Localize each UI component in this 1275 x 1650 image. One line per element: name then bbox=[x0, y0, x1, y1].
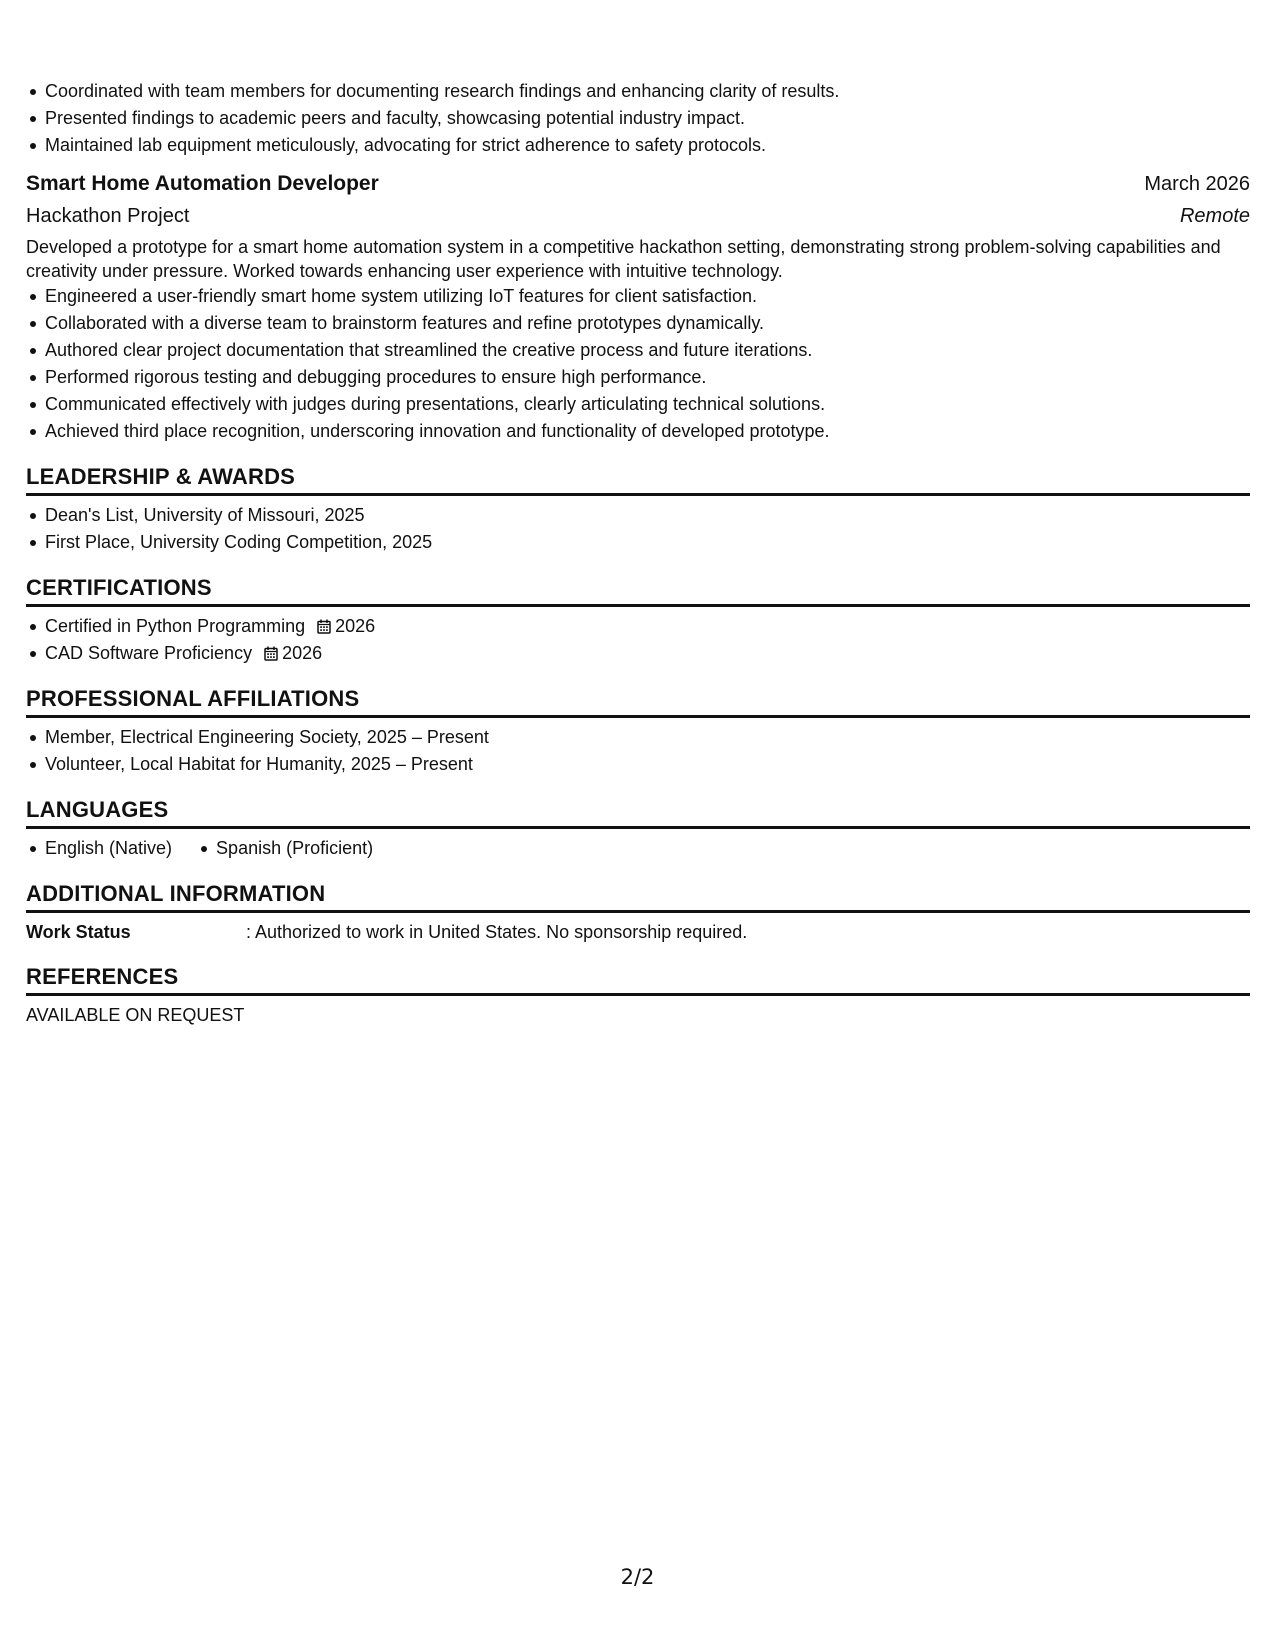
list-item: English (Native) bbox=[45, 835, 172, 862]
certification-name: Certified in Python Programming bbox=[45, 616, 306, 636]
section-title-languages: LANGUAGES bbox=[26, 796, 1250, 829]
list-item: Maintained lab equipment meticulously, advocating for strict adherence to safety protocols. bbox=[45, 132, 1250, 159]
list-item: Presented findings to academic peers and faculty, showcasing potential industry impact. bbox=[45, 105, 1250, 132]
list-item: Spanish (Proficient) bbox=[216, 835, 373, 862]
list-item: Coordinated with team members for documenting research findings and enhancing clarity of results. bbox=[45, 78, 1250, 105]
section-title-certifications: CERTIFICATIONS bbox=[26, 574, 1250, 607]
list-item bbox=[45, 613, 1250, 640]
list-item: Dean's List, University of Missouri, 2025 bbox=[45, 502, 1250, 529]
job-organization: Hackathon Project bbox=[26, 205, 190, 227]
list-item: Volunteer, Local Habitat for Humanity, 2025 – Present bbox=[45, 751, 1250, 778]
section-title-references: REFERENCES bbox=[26, 963, 1250, 996]
section-title-affiliations: PROFESSIONAL AFFILIATIONS bbox=[26, 685, 1250, 718]
references-text: AVAILABLE ON REQUEST bbox=[26, 1005, 245, 1025]
job-subheader bbox=[26, 201, 1250, 231]
calendar-icon bbox=[264, 646, 278, 661]
list-item: Communicated effectively with judges during presentations, clearly articulating technical solutions. bbox=[45, 391, 1250, 418]
calendar-icon bbox=[317, 619, 331, 634]
section-title-additional-info: ADDITIONAL INFORMATION bbox=[26, 880, 1250, 913]
certification-year: 2026 bbox=[282, 643, 323, 663]
job-bullets bbox=[26, 283, 1250, 445]
list-item: Performed rigorous testing and debugging procedures to ensure high performance. bbox=[45, 364, 1250, 391]
affiliations-list bbox=[26, 724, 1250, 778]
leadership-list bbox=[26, 502, 1250, 556]
resume-page bbox=[26, 78, 1250, 1028]
work-status-row bbox=[26, 919, 1250, 945]
certifications-list bbox=[26, 613, 1250, 667]
job-date: March 2026 bbox=[1144, 173, 1250, 195]
list-item: Engineered a user-friendly smart home system utilizing IoT features for client satisfaction. bbox=[45, 283, 1250, 310]
certification-year: 2026 bbox=[335, 616, 376, 636]
section-title-leadership: LEADERSHIP & AWARDS bbox=[26, 463, 1250, 496]
languages-list bbox=[26, 835, 1250, 862]
list-item: Authored clear project documentation that streamlined the creative process and future iterations. bbox=[45, 337, 1250, 364]
list-item: First Place, University Coding Competition, 2025 bbox=[45, 529, 1250, 556]
page-number: 2/2 bbox=[620, 1565, 655, 1589]
job-header bbox=[26, 169, 1250, 199]
work-status-label: Work Status bbox=[26, 922, 131, 942]
certification-name: CAD Software Proficiency bbox=[45, 643, 253, 663]
job-title: Smart Home Automation Developer bbox=[26, 172, 379, 195]
list-item: Member, Electrical Engineering Society, 2025 – Present bbox=[45, 724, 1250, 751]
job-entry bbox=[26, 169, 1250, 445]
prev-job-bullets bbox=[26, 78, 1250, 159]
work-status-value: : Authorized to work in United States. No sponsorship required. bbox=[246, 922, 748, 942]
list-item: Achieved third place recognition, underscoring innovation and functionality of developed prototype. bbox=[45, 418, 1250, 445]
job-location: Remote bbox=[1179, 205, 1250, 227]
list-item bbox=[45, 640, 1250, 667]
list-item: Collaborated with a diverse team to brainstorm features and refine prototypes dynamically. bbox=[45, 310, 1250, 337]
job-description: Developed a prototype for a smart home automation system in a competitive hackathon setting, demonstrating strong problem-solving capabilities and creativity under pressure. Worked towards enhancing user experience with intuitive technology. bbox=[26, 237, 1221, 281]
